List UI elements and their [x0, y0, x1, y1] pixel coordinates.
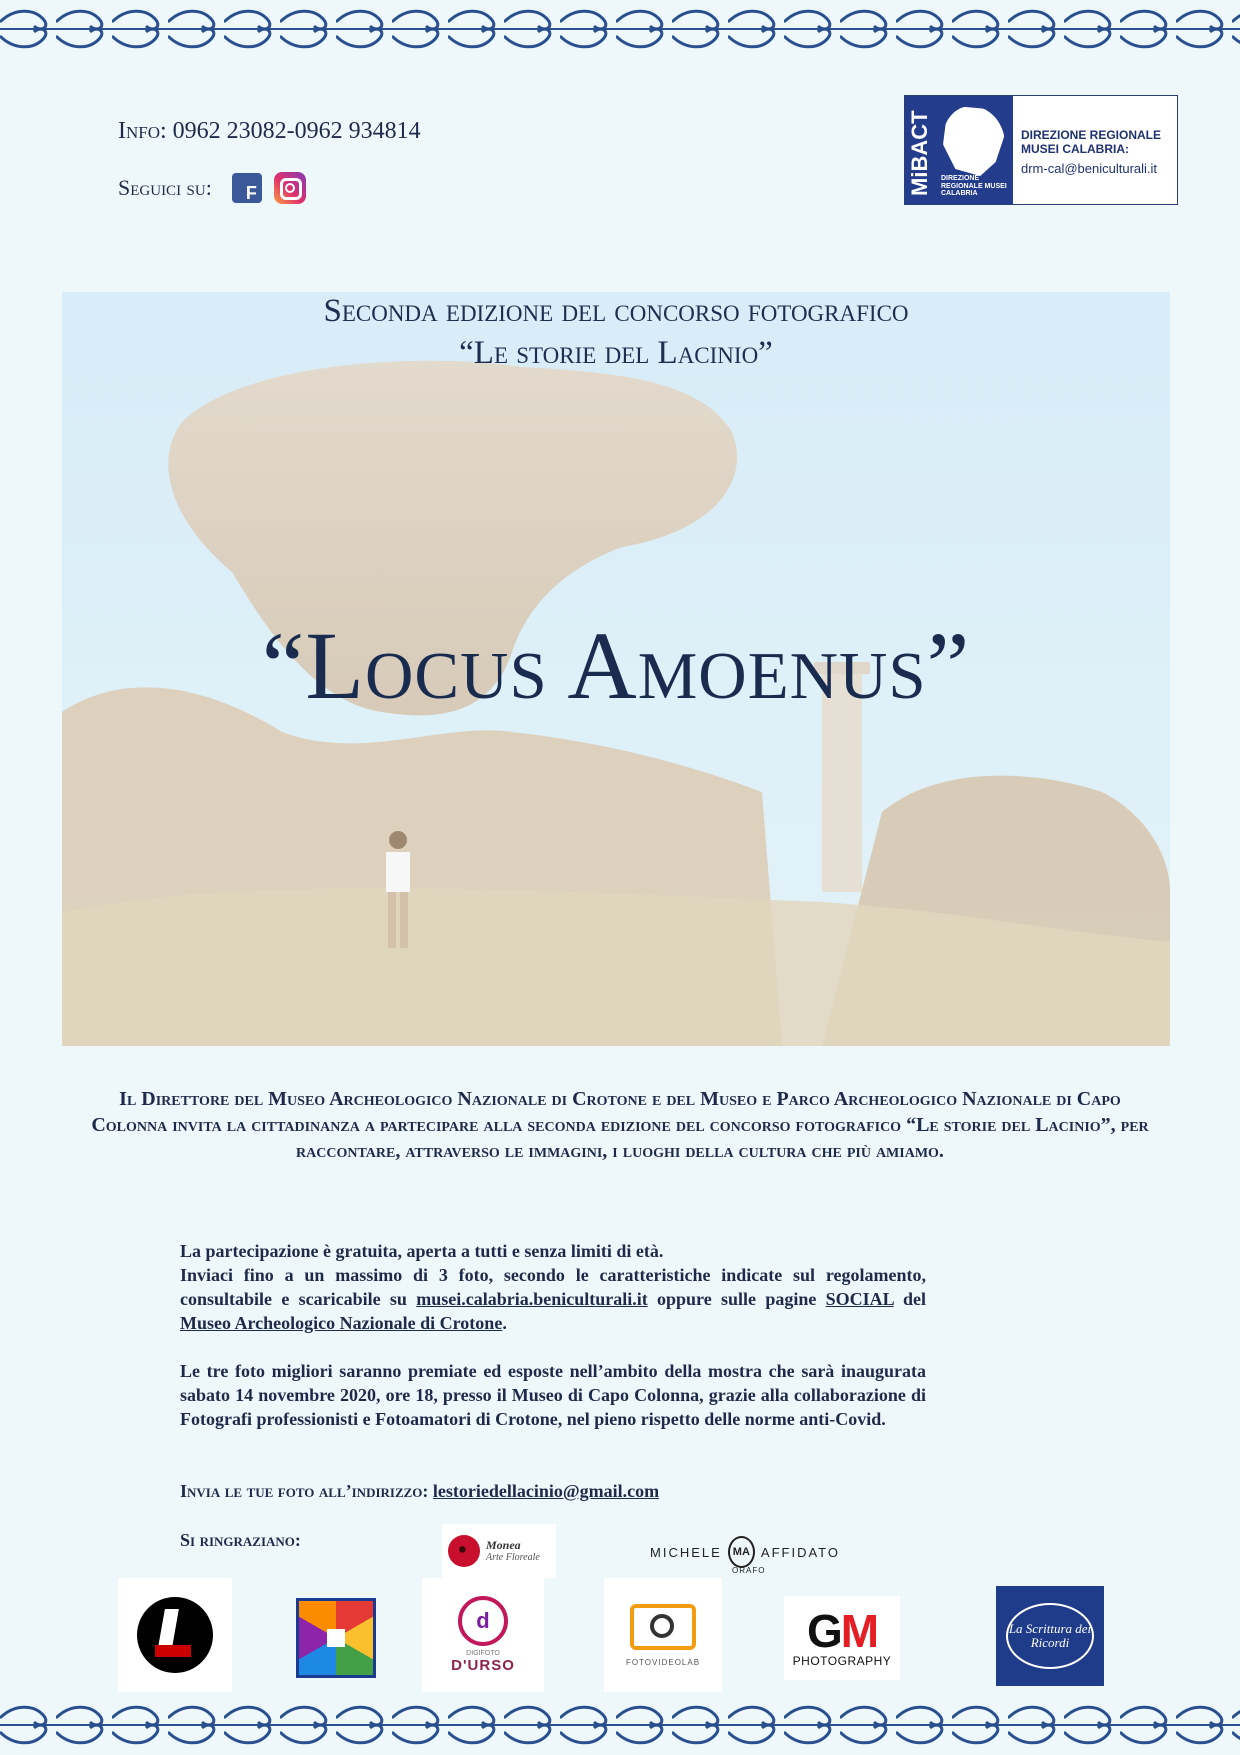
sponsor-durso	[422, 1578, 544, 1692]
affidato-mark: MA	[728, 1536, 755, 1568]
social-row	[118, 172, 306, 204]
aperture-icon	[137, 1597, 213, 1673]
sponsor-gm-photography	[784, 1596, 900, 1680]
body-p2: Le tre foto migliori saranno premiate ed esposte nell’ambito della mostra che sarà inaugurata sabato 14 novembre 2020, ore 18, presso il Museo di Capo Colonna, grazie alla collaborazione di Fotografi professionisti e Fotoamatori di Crotone, nel pieno rispetto delle norme anti-Covid.	[180, 1360, 926, 1429]
info-line	[118, 118, 421, 145]
invite-paragraph: Il Direttore del Museo Archeologico Nazionale di Crotone e del Museo e Parco Archeologico Nazionale di Capo Colonna invita la cittadinanza a partecipare alla seconda edizione del concorso fotografico “Le storie del Lacinio”, per raccontare, attraverso le immagini, i luoghi della cultura che più amiamo.	[91, 1088, 1149, 1162]
mibact-emblem	[905, 96, 1013, 204]
bust-icon	[943, 106, 1005, 176]
info-label: Info:	[118, 118, 167, 144]
body-p1	[180, 1264, 926, 1336]
gm-sub: PHOTOGRAPHY	[792, 1654, 892, 1668]
hero-photo	[62, 292, 1170, 1046]
durso-top: DIGIFOTO	[466, 1650, 500, 1657]
scrittura-name: La Scrittura dei Ricordi	[1006, 1603, 1094, 1669]
send-line	[180, 1481, 659, 1502]
durso-name: D'URSO	[451, 1657, 515, 1674]
mibact-brand: MiBACT	[907, 110, 932, 196]
camera-icon	[630, 1604, 696, 1650]
sponsor-fotovideolab	[604, 1578, 722, 1692]
facebook-icon[interactable]: f	[232, 173, 262, 203]
body-p1e: .	[502, 1312, 507, 1333]
instagram-icon[interactable]	[274, 172, 306, 204]
mibact-logo	[904, 95, 1178, 205]
fotovideolab-name: FOTOVIDEOLAB	[625, 1657, 701, 1667]
social-link[interactable]: SOCIAL	[825, 1288, 894, 1309]
affidato-right: AFFIDATO	[760, 1544, 840, 1560]
body-p1d: del	[893, 1288, 926, 1309]
sponsor-scrittura-ricordi	[996, 1586, 1104, 1686]
body-text	[180, 1240, 926, 1432]
monea-name: Monea	[486, 1537, 521, 1552]
logo-line1: DIREZIONE REGIONALE	[1021, 128, 1162, 142]
bottom-wave-border	[0, 1702, 1240, 1746]
main-title: “Locus Amoenus”	[261, 612, 971, 719]
body-p1c: oppure sulle pagine	[647, 1288, 826, 1309]
gm-g: G	[806, 1605, 841, 1657]
logo-email[interactable]: drm-cal@beniculturali.it	[1021, 160, 1158, 176]
gm-m: M	[840, 1605, 878, 1657]
send-label: Invia le tue foto all’indirizzo:	[180, 1481, 429, 1501]
sponsor-lens-logo	[118, 1578, 232, 1692]
hero-subtitle-line1: Seconda edizione del concorso fotografico	[323, 293, 909, 329]
monea-sub: Arte Floreale	[486, 1552, 540, 1564]
send-email[interactable]: lestoriedellacinio@gmail.com	[432, 1481, 660, 1501]
follow-label: Seguici su:	[118, 175, 212, 200]
regolamento-link[interactable]: musei.calabria.beniculturali.it	[416, 1288, 648, 1309]
mibact-sub: DIREZIONE REGIONALE MUSEI CALABRIA	[941, 174, 1007, 198]
logo-line2: MUSEI CALABRIA:	[1021, 142, 1129, 157]
sponsor-shutter-logo	[296, 1598, 376, 1678]
thanks-label: Si ringraziano:	[180, 1530, 301, 1550]
body-p1b: Inviaci fino a un massimo di 3 foto, secondo le caratteristiche indicate sul regolamento, consultabile e scaricabile su	[180, 1264, 926, 1309]
gm-mark	[806, 1605, 878, 1657]
hero-subtitle-line2: “Le storie del Lacinio”	[459, 335, 773, 371]
logo-text	[1013, 96, 1177, 204]
body-p1a: La partecipazione è gratuita, aperta a tutti e senza limiti di età.	[180, 1241, 664, 1261]
camera-g-icon: d	[458, 1596, 508, 1646]
affidato-sub: ORAFO	[732, 1566, 766, 1575]
poppy-icon	[448, 1535, 480, 1567]
sponsor-monea	[442, 1524, 556, 1578]
top-wave-border	[0, 6, 1240, 50]
info-phones: 0962 23082-0962 934814	[172, 118, 421, 144]
affidato-left: MICHELE	[650, 1544, 722, 1560]
museum-link[interactable]: Museo Archeologico Nazionale di Crotone	[180, 1312, 503, 1333]
sponsor-affidato	[650, 1530, 840, 1574]
